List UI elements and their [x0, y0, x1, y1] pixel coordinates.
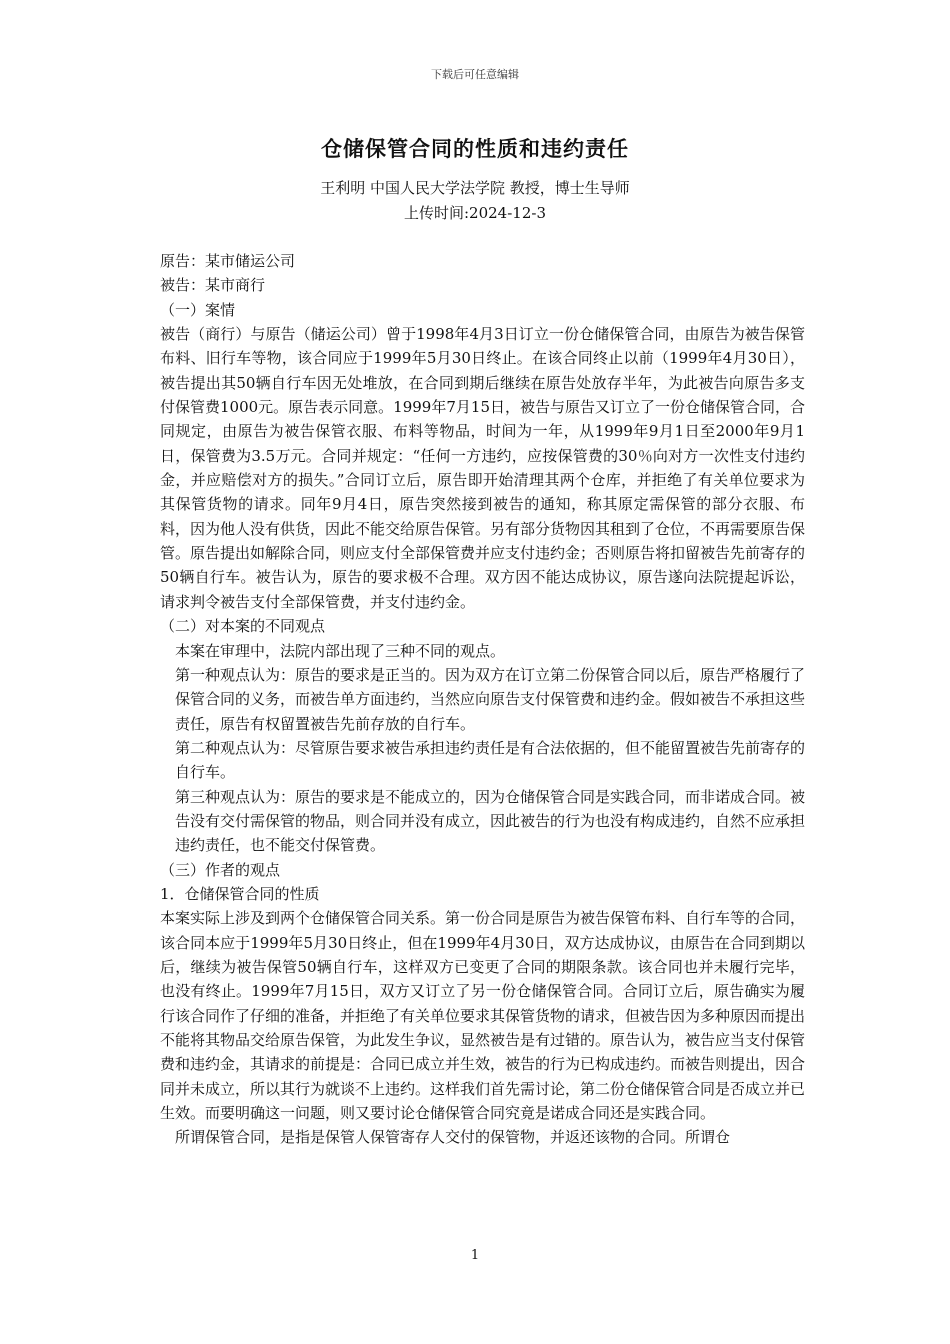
paragraph-analysis: 本案实际上涉及到两个仓储保管合同关系。第一份合同是原告为被告保管布料、自行车等的合同，该合同本应于1999年5月30日终止，但在1999年4月30日，双方达成协议，由原告在合同到期以后，继续为被告保管50辆自行车，这样双方已变更了合同的期限条款。该合同也并未履行完毕，也没有终止。1999年7月15日，双方又订立了另一份仓储保管合同。合同订立后，原告确实为履行该合同作了仔细的准备，并拒绝了有关单位要求其保管货物的请求，但被告因为多种原因而提出不能将其物品交给原告保管，为此发生争议，显然被告是有过错的。原告认为，被告应当支付保管费和违约金，其请求的前提是：合同已成立并生效，被告的行为已构成违约。而被告则提出，因合同并未成立，所以其行为就谈不上违约。这样我们首先需讨论，第二份仓储保管合同是否成立并已生效。而要明确这一问题，则又要讨论仓储保管合同究竟是诺成合同还是实践合同。: [160, 909, 806, 1123]
header-note: 下载后可任意编辑: [431, 68, 519, 81]
upload-date: 上传时间:2024-12-3: [404, 204, 546, 222]
author-line: 王利明 中国人民大学法学院 教授，博士生导师: [320, 179, 630, 197]
plaintiff-line: 原告：某市储运公司: [160, 252, 296, 270]
paragraph-definition: 所谓保管合同，是指是保管人保管寄存人交付的保管物，并返还该物的合同。所谓仓: [175, 1128, 731, 1147]
section-heading-author-view: （三）作者的观点: [160, 860, 281, 879]
section-heading-case: （一）案情: [160, 300, 236, 319]
subheading-contract-nature: 1．仓储保管合同的性质: [160, 884, 320, 903]
section-heading-views: （二）对本案的不同观点: [160, 617, 326, 636]
paragraph-case-facts: 被告（商行）与原告（储运公司）曾于1998年4月3日订立一份仓储保管合同，由原告为被告保管布料、旧行车等物，该合同应于1999年5月30日终止。在该合同终止以前（1999年4月30日），被告提出其50辆自行车因无处堆放，在合同到期后继续在原告处放存半年，为此被告向原告多支付保管费1000元。原告表示同意。1999年7月15日，被告与原告又订立了一份仓储保管合同，合同规定，由原告为被告保管衣服、布料等物品，时间为一年，从1999年9月1日至2000年9月1日，保管费为3.5万元。合同并规定：“任何一方违约，应按保管费的30％向对方一次性支付违约金，并应赔偿对方的损失。”合同订立后，原告即开始清理其两个仓库，并拒绝了有关单位要求为其保管货物的请求。同年9月4日，原告突然接到被告的通知，称其原定需保管的部分衣服、布料，因为他人没有供货，因此不能交给原告保管。另有部分货物因其租到了仓位，不再需要原告保管。原告提出如解除合同，则应支付全部保管费并应支付违约金；否则原告将扣留被告先前寄存的50辆自行车。被告认为，原告的要求极不合理。双方因不能达成协议，原告遂向法院提起诉讼，请求判令被告支付全部保管费，并支付违约金。: [160, 325, 806, 611]
defendant-line: 被告：某市商行: [160, 276, 266, 295]
paragraph-view-three: 第三种观点认为：原告的要求是不能成立的，因为仓储保管合同是实践合同，而非诺成合同。被告没有交付需保管的物品，则合同并没有成立，因此被告的行为也没有构成违约，自然不应承担违约责任，也不能交付保管费。: [175, 787, 806, 855]
paragraph-views-intro: 本案在审理中，法院内部出现了三种不同的观点。: [175, 641, 506, 660]
paragraph-view-two: 第二种观点认为：尽管原告要求被告承担违约责任是有合法依据的，但不能留置被告先前寄存的自行车。: [175, 738, 806, 782]
page-number: 1: [470, 1248, 480, 1263]
document-title: 仓储保管合同的性质和违约责任: [321, 136, 629, 161]
document-body: [145, 249, 805, 1150]
paragraph-view-one: 第一种观点认为：原告的要求是正当的。因为双方在订立第二份保管合同以后，原告严格履行了保管合同的义务，而被告单方面违约，当然应向原告支付保管费和违约金。假如被告不承担这些责任，原告有权留置被告先前存放的自行车。: [175, 665, 806, 733]
